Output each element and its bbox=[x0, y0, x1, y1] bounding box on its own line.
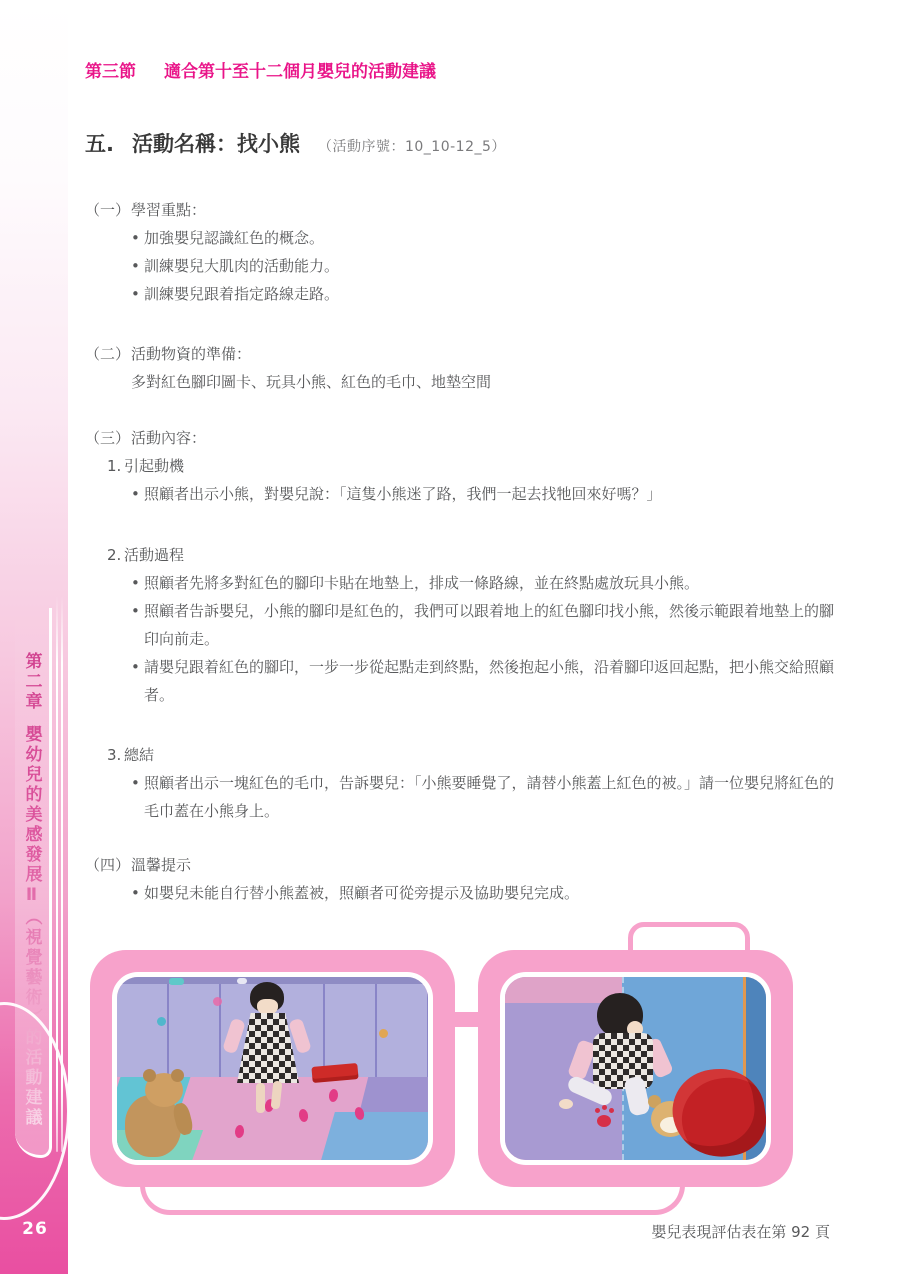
bullet-dot bbox=[131, 879, 144, 907]
section-heading-row bbox=[85, 340, 847, 368]
bullet-text: 訓練嬰兒跟着指定路線走路。 bbox=[144, 285, 340, 303]
section-materials bbox=[85, 340, 847, 396]
step-summary bbox=[85, 741, 847, 825]
bullet-text: 訓練嬰兒大肌肉的活動能力。 bbox=[144, 257, 340, 275]
toy-on-cabinet bbox=[237, 978, 247, 984]
section-heading-row bbox=[85, 851, 847, 879]
bullet-item bbox=[131, 480, 847, 508]
toy-on-cabinet bbox=[169, 978, 184, 985]
chapter-title: 嬰幼兒的美感發展Ⅱ（視覺藝術）的活動建議 bbox=[21, 725, 42, 1128]
section-label: （四） bbox=[85, 856, 131, 874]
chapter-sidebar bbox=[0, 0, 68, 1274]
step-number: 2. bbox=[107, 546, 122, 564]
bullet-text: 請嬰兒跟着紅色的腳印，一步一步從起點走到終點，然後抱起小熊，沿着腳印返回起點，把小熊交給照顧者。 bbox=[144, 658, 835, 704]
bullet-item bbox=[131, 769, 847, 825]
photo-frame-left bbox=[90, 950, 455, 1187]
step-motivation bbox=[85, 452, 847, 508]
bullet-list bbox=[107, 480, 847, 508]
activity-serial: （活動序號：10_10-12_5） bbox=[317, 139, 506, 155]
bullet-text: 照顧者告訴嬰兒，小熊的腳印是紅色的，我們可以跟着地上的紅色腳印找小熊，然後示範跟着地墊上的腳印向前走。 bbox=[144, 602, 835, 648]
section-label: （二） bbox=[85, 345, 131, 363]
section-heading: 溫馨提示 bbox=[131, 856, 192, 874]
bullet-text: 如嬰兒未能自行替小熊蓋被，照顧者可從旁提示及協助嬰兒完成。 bbox=[144, 884, 580, 902]
bullet-item bbox=[131, 597, 847, 653]
footprint-mark bbox=[234, 1125, 244, 1139]
section-tips bbox=[85, 851, 847, 907]
page-number: 26 bbox=[22, 1219, 48, 1239]
photo-frame-right bbox=[478, 950, 793, 1187]
step-title: 引起動機 bbox=[124, 457, 185, 475]
bullet-list bbox=[85, 879, 847, 907]
cabinet-sticker bbox=[213, 997, 222, 1006]
section-label: （三） bbox=[85, 429, 131, 447]
activity-name: 活動名稱：找小熊 bbox=[131, 132, 300, 156]
step-number: 3. bbox=[107, 746, 122, 764]
mat-tile-blue bbox=[321, 1112, 433, 1160]
section-body: 多對紅色腳印圖卡、玩具小熊、紅色的毛巾、地墊空間 bbox=[131, 373, 492, 391]
bullet-list bbox=[107, 769, 847, 825]
section-heading: 學習重點： bbox=[131, 201, 207, 219]
footprint-mark bbox=[298, 1108, 309, 1122]
section-heading: 活動物資的準備： bbox=[131, 345, 252, 363]
footprint-mark bbox=[328, 1088, 339, 1102]
section-label: 第三節 bbox=[85, 62, 136, 82]
paw-print-toe bbox=[602, 1105, 607, 1110]
toddler-foot bbox=[559, 1099, 573, 1109]
section-learning-points bbox=[85, 196, 847, 308]
paw-print-toe bbox=[595, 1108, 600, 1113]
cabinet-sticker bbox=[157, 1017, 166, 1026]
bullet-dot bbox=[131, 597, 144, 653]
bullet-dot bbox=[131, 280, 144, 308]
step-heading-row bbox=[107, 452, 847, 480]
chapter-label: 第二章 bbox=[21, 652, 42, 712]
section-header bbox=[85, 57, 436, 82]
bullet-item bbox=[131, 280, 847, 308]
teddy-bear-ear bbox=[143, 1069, 156, 1082]
bullet-item bbox=[131, 224, 847, 252]
section-title: 適合第十至十二個月嬰兒的活動建議 bbox=[164, 62, 436, 82]
section-heading: 活動內容： bbox=[131, 429, 207, 447]
paw-print bbox=[597, 1115, 611, 1127]
bullet-list bbox=[107, 569, 847, 709]
bullet-item bbox=[131, 653, 847, 709]
paw-print-toe bbox=[609, 1108, 614, 1113]
bullet-text: 照顧者先將多對紅色的腳印卡貼在地墊上，排成一條路線，並在終點處放玩具小熊。 bbox=[144, 574, 700, 592]
step-title: 總結 bbox=[124, 746, 155, 764]
section-heading-row bbox=[85, 424, 847, 452]
section-heading-row bbox=[85, 196, 847, 224]
bullet-item bbox=[131, 569, 847, 597]
step-process bbox=[85, 541, 847, 709]
bullet-dot bbox=[131, 569, 144, 597]
vertical-spacer bbox=[31, 712, 33, 725]
bullet-text: 照顧者出示小熊，對嬰兒說：「這隻小熊迷了路，我們一起去找牠回來好嗎？」 bbox=[144, 485, 662, 503]
bullet-dot bbox=[131, 224, 144, 252]
bullet-dot bbox=[131, 653, 144, 709]
teddy-bear-ear bbox=[171, 1069, 184, 1082]
section-label: （一） bbox=[85, 201, 131, 219]
section-activity-content bbox=[85, 424, 847, 825]
activity-number: 五. bbox=[85, 132, 114, 156]
bullet-text: 照顧者出示一塊紅色的毛巾，告訴嬰兒：「小熊要睡覺了，請替小熊蓋上紅色的被。」請一位嬰兒將紅色的毛巾蓋在小熊身上。 bbox=[144, 774, 835, 820]
cabinet-sticker bbox=[379, 1029, 388, 1038]
bullet-dot bbox=[131, 252, 144, 280]
step-number: 1. bbox=[107, 457, 122, 475]
activity-title-row bbox=[85, 128, 506, 158]
photo-covering-bear bbox=[500, 972, 771, 1165]
step-title: 活動過程 bbox=[124, 546, 185, 564]
bullet-dot bbox=[131, 480, 144, 508]
bullet-dot bbox=[131, 769, 144, 825]
bullet-text: 加強嬰兒認識紅色的概念。 bbox=[144, 229, 325, 247]
bullet-list bbox=[85, 224, 847, 308]
toddler-leg bbox=[256, 1083, 265, 1113]
step-heading-row bbox=[107, 741, 847, 769]
assessment-footer-note: 嬰兒表現評估表在第 92 頁 bbox=[651, 1223, 830, 1241]
step-heading-row bbox=[107, 541, 847, 569]
photo-walking-to-bear bbox=[112, 972, 433, 1165]
bullet-item bbox=[131, 252, 847, 280]
toddler-face bbox=[257, 999, 278, 1015]
bullet-item bbox=[131, 879, 847, 907]
